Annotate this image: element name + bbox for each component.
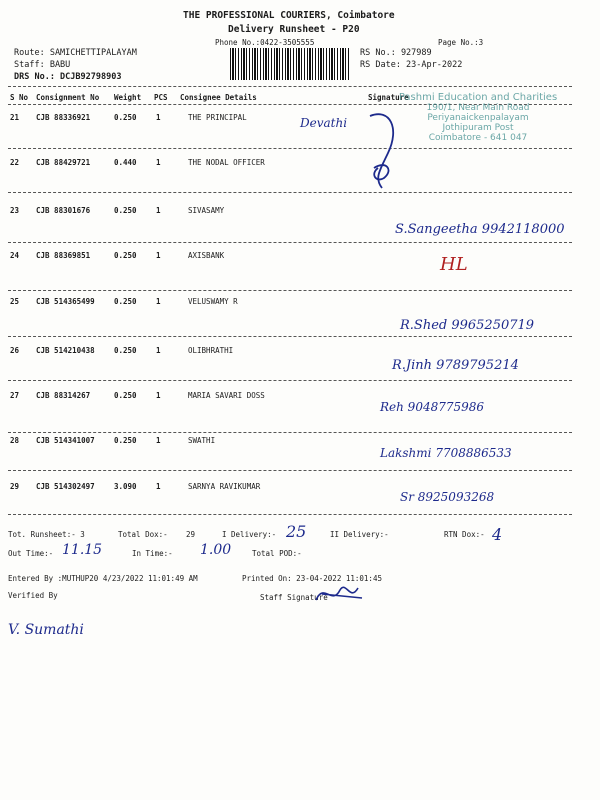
drs-number: DRS No.: DCJB92798903: [14, 72, 122, 82]
divider: [8, 514, 572, 515]
out-time-value: 11.15: [62, 542, 103, 558]
divider: [8, 336, 572, 337]
company-name: THE PROFESSIONAL COURIERS, Coimbatore: [183, 10, 395, 21]
signature: Lakshmi 7708886533: [380, 446, 512, 460]
rs-date: RS Date: 23-Apr-2022: [360, 60, 463, 70]
route: Route: SAMICHETTIPALAYAM: [14, 48, 137, 58]
in-time-value: 1.00: [200, 542, 232, 558]
divider: [8, 432, 572, 433]
verifier-signature: V. Sumathi: [8, 622, 84, 638]
total-dox-label: Total Dox:-: [118, 530, 168, 539]
signature: R.Shed 9965250719: [400, 318, 535, 333]
divider: [8, 290, 572, 291]
i-delivery-label: I Delivery:-: [222, 530, 277, 539]
rtn-dox-label: RTN Dox:-: [444, 530, 485, 539]
rs-number: RS No.: 927989: [360, 48, 432, 58]
col-sno: S No: [10, 93, 29, 102]
signature: R.Jinh 9789795214: [392, 358, 519, 373]
staff-signature-label: Staff Signature: [260, 593, 328, 602]
institution-stamp: Pashmi Education and Charities 190/1, Near Main Road Periyanaickenpalayam Jothipuram Post Coimbatore - 641 047: [398, 92, 558, 143]
divider: [8, 380, 572, 381]
signature: S.Sangeetha 9942118000: [395, 222, 565, 237]
page-number: Page No.:3: [438, 38, 484, 47]
total-dox-value: 29: [186, 530, 196, 539]
col-weight: Weight: [114, 93, 142, 102]
divider: [8, 242, 572, 243]
printed-on: Printed On: 23-04-2022 11:01:45: [242, 574, 382, 583]
staff: Staff: BABU: [14, 60, 71, 70]
signature: Reh 9048775986: [380, 400, 485, 414]
i-delivery-value: 25: [286, 522, 307, 541]
ii-delivery-label: II Delivery:-: [330, 530, 389, 539]
entered-by: Entered By :MUTHUP20 4/23/2022 11:01:49 AM: [8, 574, 198, 583]
divider: [8, 192, 572, 193]
divider: [8, 86, 572, 87]
col-signature: Signature: [368, 93, 409, 102]
signature: Sr 8925093268: [400, 490, 495, 504]
col-pcs: PCS: [154, 93, 168, 102]
staff-signature: [310, 576, 370, 610]
barcode: [230, 48, 350, 80]
signature: Devathi: [300, 116, 348, 130]
divider: [8, 148, 572, 149]
signature: HL: [440, 254, 468, 275]
verified-by-label: Verified By: [8, 591, 58, 600]
col-consignee: Consignee Details: [180, 93, 257, 102]
document-title: Delivery Runsheet - P20: [228, 24, 360, 35]
out-time-label: Out Time:-: [8, 549, 54, 558]
in-time-label: In Time:-: [132, 549, 173, 558]
phone-number: Phone No.:0422-3505555: [215, 38, 315, 47]
rtn-dox-value: 4: [492, 525, 503, 544]
total-pod-label: Total POD:-: [252, 549, 302, 558]
total-runsheet: Tot. Runsheet:- 3: [8, 530, 85, 539]
col-consignment: Consignment No: [36, 93, 100, 102]
signature: [360, 108, 410, 203]
divider: [8, 470, 572, 471]
